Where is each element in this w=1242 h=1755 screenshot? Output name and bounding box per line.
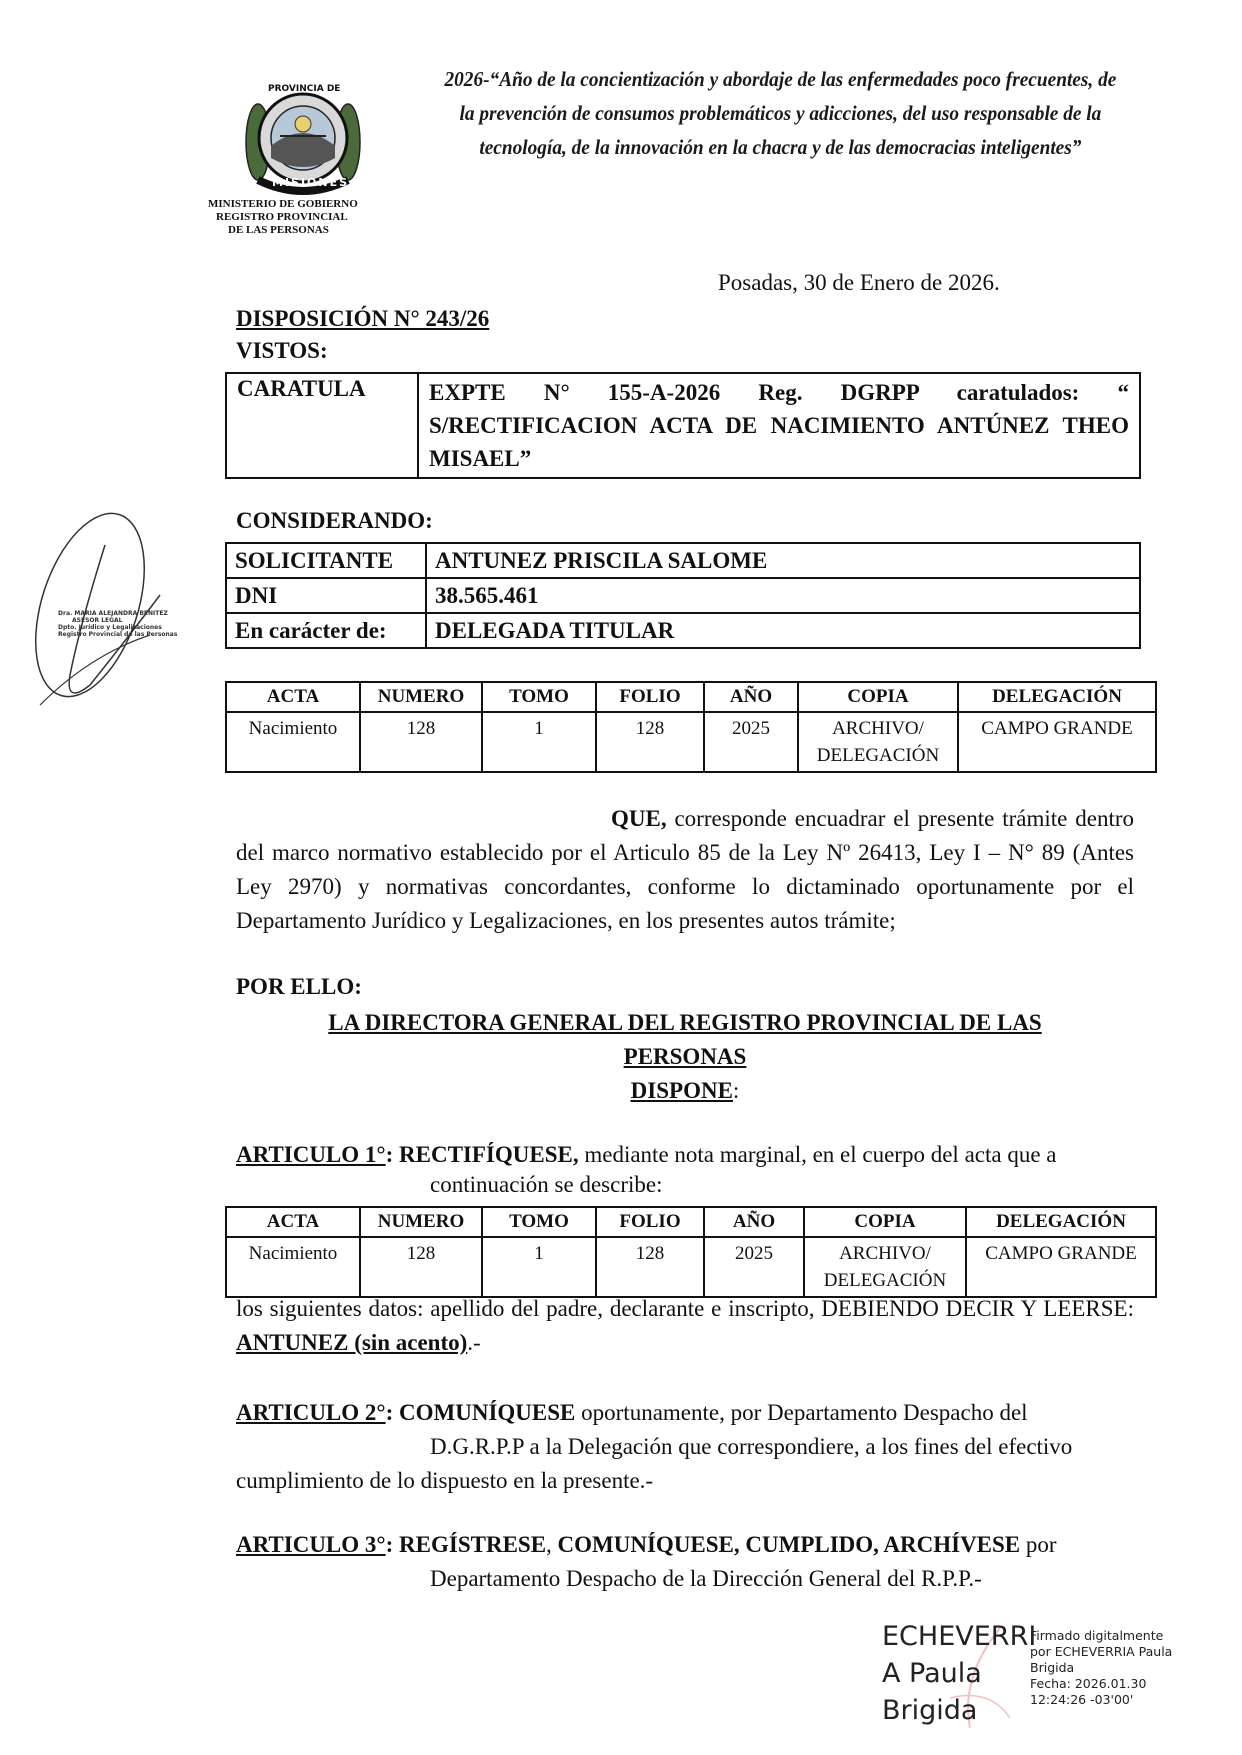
table-cell: 128 [596, 712, 704, 772]
article-2 [236, 1396, 1134, 1498]
legal-advisor-stamp [58, 610, 178, 638]
caratula-table [225, 372, 1141, 479]
digital-signature-details [1030, 1628, 1180, 1708]
que-lead: QUE, [611, 806, 667, 831]
stamp-line: ASESOR LEGAL [72, 617, 123, 624]
column-header: FOLIO [596, 682, 704, 712]
table-row [226, 712, 1156, 772]
article-3-text2: Departamento Despacho de la Dirección General del R.P.P.- [430, 1566, 982, 1591]
applicant-value: ANTUNEZ PRISCILA SALOME [426, 543, 1140, 578]
ministry-heading [208, 198, 408, 237]
caratula-label: CARATULA [226, 373, 418, 478]
ministry-line: MINISTERIO DE GOBIERNO [208, 198, 358, 210]
signer-name-line: A Paula [882, 1658, 982, 1689]
table-row [226, 1237, 1156, 1297]
signature-detail-line: Fecha: 2026.01.30 [1030, 1676, 1147, 1691]
rectified-record-table [225, 1206, 1157, 1298]
article-1-colon: : [385, 1142, 394, 1167]
table-cell: Nacimiento [226, 1237, 360, 1297]
document-date: Posadas, 30 de Enero de 2026. [718, 270, 1000, 295]
applicant-table [225, 542, 1141, 649]
title-line: PERSONAS [623, 1044, 747, 1069]
title-line: LA DIRECTORA GENERAL DEL REGISTRO PROVINCIAL DE LAS [328, 1010, 1042, 1035]
article-1-continuation: continuación se describe: [430, 1172, 663, 1197]
applicant-row [226, 613, 1140, 648]
por-ello-heading: POR ELLO: [236, 974, 362, 999]
article-1-data-text: los siguientes datos: apellido del padre, declarante e inscripto, DEBIENDO DECIR Y LEERSE: [236, 1296, 1134, 1321]
column-header: TOMO [482, 1207, 596, 1237]
article-3-label: ARTICULO 3° [236, 1532, 386, 1557]
article-3-verb: REGÍSTRESE [399, 1532, 547, 1557]
applicant-value: 38.565.461 [426, 578, 1140, 613]
dispone-heading: DISPONE [630, 1078, 733, 1103]
caratula-value: EXPTE N° 155-A-2026 Reg. DGRPP caratulados: “ S/RECTIFICACION ACTA DE NACIMIENTO ANTÚNEZ THEO MISAEL” [418, 373, 1140, 478]
applicant-row [226, 578, 1140, 613]
column-header: DELEGACIÓN [958, 682, 1156, 712]
article-3-text: por [1025, 1532, 1057, 1557]
year-motto: 2026-“Año de la concientización y abordaje de las enfermedades poco frecuentes, de la prevención de consumos problemáticos y adicciones, del uso responsable de la tecnología, de la innovación en la chacra y de las democracias inteligentes” [444, 67, 1117, 159]
article-1-verb: RECTIFÍQUESE, [399, 1142, 579, 1167]
column-header: ACTA [226, 682, 360, 712]
applicant-label: DNI [226, 578, 426, 613]
signature-detail-line: por ECHEVERRIA Paula [1030, 1644, 1173, 1659]
stamp-line: Registro Provincial de las Personas [58, 631, 178, 638]
applicant-value: DELEGADA TITULAR [426, 613, 1140, 648]
article-2-text: oportunamente, por Departamento Despacho del [581, 1400, 1028, 1425]
article-1-text: mediante nota marginal, en el cuerpo del acta que a [584, 1142, 1057, 1167]
article-2-colon: : [385, 1400, 394, 1425]
ministry-line: REGISTRO PROVINCIAL [216, 211, 348, 223]
applicant-label: En carácter de: [226, 613, 426, 648]
table-header-row [226, 682, 1156, 712]
article-3-comma: , [546, 1532, 552, 1557]
column-header: FOLIO [596, 1207, 704, 1237]
signature-detail-line: Brigida [1030, 1660, 1075, 1675]
article-2-verb: COMUNÍQUESE [399, 1400, 576, 1425]
seal-text-bottom: MISIONES [272, 176, 350, 189]
table-cell: 128 [360, 1237, 482, 1297]
disposition-number: DISPOSICIÓN N° 243/26 [236, 306, 490, 331]
signer-name-line: Brigida [882, 1695, 978, 1726]
table-cell: 128 [596, 1237, 704, 1297]
table-cell: CAMPO GRANDE [958, 712, 1156, 772]
caratula-row [226, 373, 1140, 478]
table-cell: 128 [360, 712, 482, 772]
digital-signature-name [882, 1618, 1036, 1729]
director-title [236, 1006, 1134, 1108]
corrected-surname: ANTUNEZ (sin acento) [236, 1330, 468, 1355]
article-3 [236, 1528, 1134, 1596]
stamp-line: Dpto. Jurídico y Legalizaciones [58, 624, 162, 631]
table-cell: ARCHIVO/ DELEGACIÓN [798, 712, 958, 772]
que-paragraph [236, 802, 1134, 938]
table-cell: Nacimiento [226, 712, 360, 772]
column-header: NUMERO [360, 682, 482, 712]
article-3-verbs: COMUNÍQUESE, CUMPLIDO, ARCHÍVESE [557, 1532, 1021, 1557]
applicant-label: SOLICITANTE [226, 543, 426, 578]
column-header: COPIA [804, 1207, 966, 1237]
table-cell: ARCHIVO/ DELEGACIÓN [804, 1237, 966, 1297]
column-header: AÑO [704, 1207, 804, 1237]
column-header: ACTA [226, 1207, 360, 1237]
table-cell: 1 [482, 1237, 596, 1297]
article-2-label: ARTICULO 2° [236, 1400, 386, 1425]
column-header: TOMO [482, 682, 596, 712]
table-cell: 1 [482, 712, 596, 772]
column-header: NUMERO [360, 1207, 482, 1237]
column-header: DELEGACIÓN [966, 1207, 1156, 1237]
article-2-text3: cumplimiento de lo dispuesto en la presente.- [236, 1468, 654, 1493]
article-1-label: ARTICULO 1° [236, 1142, 386, 1167]
column-header: AÑO [704, 682, 798, 712]
article-1-data [236, 1292, 1134, 1360]
dispone-colon: : [732, 1078, 740, 1103]
table-cell: 2025 [704, 1237, 804, 1297]
article-1-end: .- [467, 1330, 481, 1355]
signature-detail-line: Firmado digitalmente [1030, 1628, 1164, 1643]
birth-record-table [225, 681, 1157, 773]
table-cell: CAMPO GRANDE [966, 1237, 1156, 1297]
ministry-line: DE LAS PERSONAS [228, 224, 329, 236]
vistos-heading: VISTOS: [236, 338, 328, 363]
applicant-row [226, 543, 1140, 578]
que-text: corresponde encuadrar el presente trámite dentro del marco normativo establecido por el Articulo 85 de la Ley Nº 26413, Ley I – N° 89 (Antes Ley 2970) y normativas concordantes, conforme lo dictaminado oportunamente por el Departamento Jurídico y Legalizaciones, en los presentes autos trámite; [236, 806, 1134, 933]
column-header: COPIA [798, 682, 958, 712]
article-3-colon: : [385, 1532, 394, 1557]
seal-text-top: PROVINCIA DE [268, 84, 341, 94]
article-1 [236, 1138, 1134, 1172]
signature-detail-line: 12:24:26 -03'00' [1030, 1692, 1134, 1707]
signer-name-line: ECHEVERRI [882, 1621, 1037, 1652]
table-header-row [226, 1207, 1156, 1237]
table-cell: 2025 [704, 712, 798, 772]
considerando-heading: CONSIDERANDO: [236, 508, 433, 533]
stamp-line: Dra. MARIA ALEJANDRA BENITEZ [58, 610, 168, 617]
article-2-text2: D.G.R.P.P a la Delegación que correspondiere, a los fines del efectivo [430, 1434, 1073, 1459]
